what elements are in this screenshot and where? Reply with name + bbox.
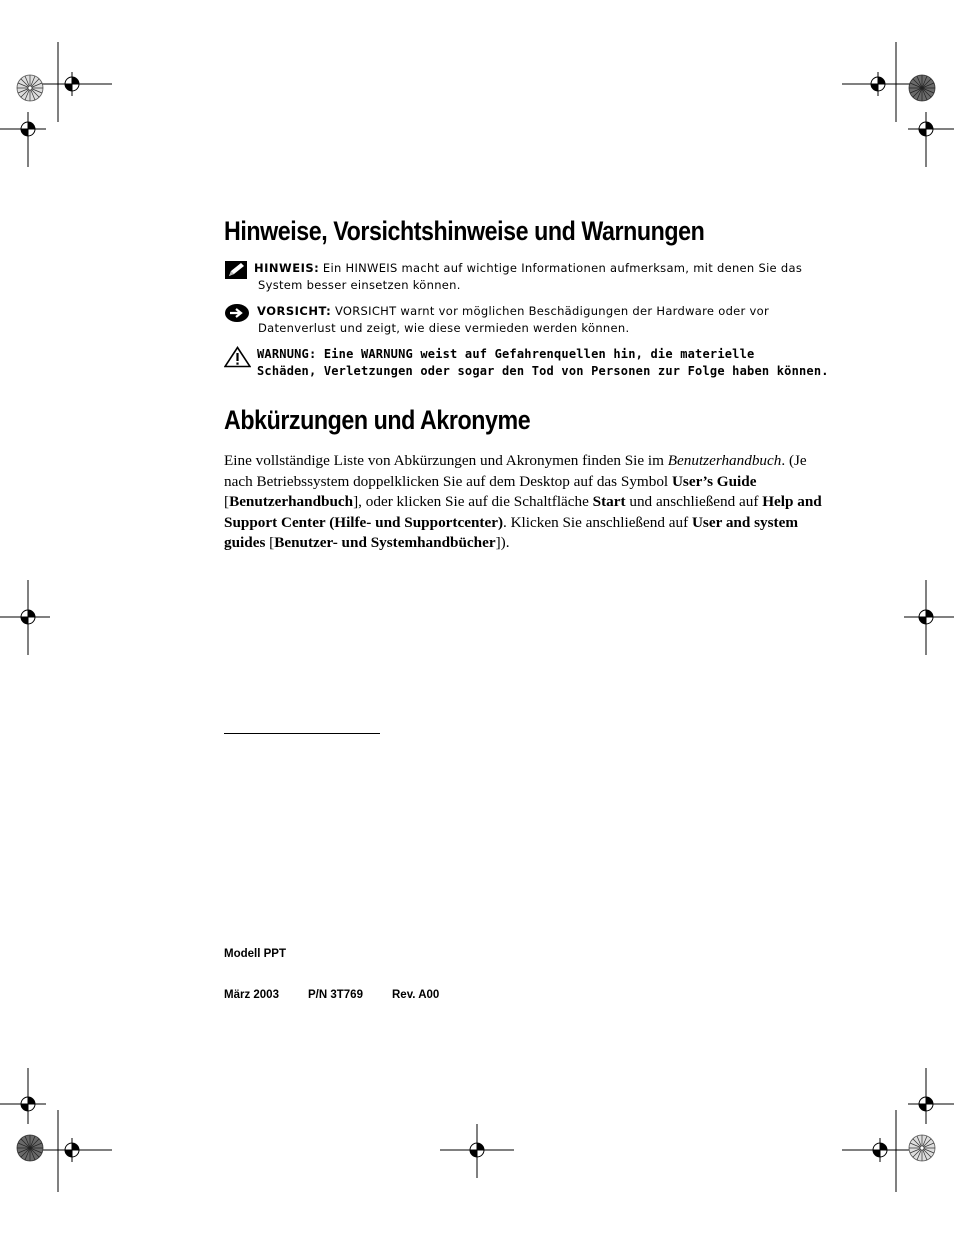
- help-support-center-label: Help and Support Center (Hilfe- und Supportcenter): [224, 493, 822, 531]
- bracket-open-1: [: [224, 493, 230, 510]
- bracket-open-2: [: [265, 534, 275, 551]
- users-guide-label: User’s Guide: [671, 472, 757, 490]
- section-title-abbreviations: Abkürzungen und Akronyme: [224, 405, 531, 435]
- vorsicht-label: VORSICHT:: [257, 304, 332, 318]
- paragraph-close: ]).: [495, 534, 510, 551]
- hinweis-text-continued: System besser einsetzen können.: [258, 278, 461, 292]
- note-warnung: [224, 346, 844, 380]
- abbreviations-paragraph: [224, 451, 824, 554]
- warnung-line-2: Schäden, Verletzungen oder sogar den Tod von Personen zur Folge haben können.: [257, 364, 829, 378]
- start-label: Start: [592, 493, 626, 510]
- publication-date: März 2003: [224, 989, 279, 1001]
- paragraph-text-2: . (Je nach Betriebssystem doppelklicken Sie auf dem Desktop auf das Symbol: [224, 452, 807, 490]
- part-number: P/N 3T769: [308, 989, 363, 1001]
- caution-hand-icon: [224, 303, 250, 323]
- paragraph-text-4: und anschließend auf: [625, 493, 763, 510]
- revision: Rev. A00: [392, 989, 440, 1001]
- vorsicht-text: VORSICHT warnt vor möglichen Beschädigungen der Hardware oder vor: [334, 304, 770, 318]
- footnote-divider: [224, 733, 380, 734]
- note-hinweis: [224, 260, 824, 294]
- warnung-line-1: WARNUNG: Eine WARNUNG weist auf Gefahrenquellen hin, die materielle: [257, 347, 755, 361]
- benutzerhandbuch-label: Benutzerhandbuch: [229, 493, 354, 510]
- hinweis-text: Ein HINWEIS macht auf wichtige Informationen aufmerksam, mit denen Sie das: [322, 261, 803, 275]
- paragraph-text-3: ], oder klicken Sie auf die Schaltfläche: [353, 493, 593, 510]
- paragraph-text-5: . Klicken Sie anschließend auf: [503, 513, 692, 531]
- hinweis-label: HINWEIS:: [254, 261, 320, 275]
- warning-triangle-icon: [224, 346, 251, 368]
- note-vorsicht: [224, 303, 824, 337]
- publication-info: [224, 989, 439, 1001]
- model-label: Modell PPT: [224, 948, 286, 960]
- user-system-guides-label: User and system guides: [224, 513, 798, 551]
- vorsicht-text-continued: Datenverlust und zeigt, wie diese vermieden werden können.: [258, 321, 630, 335]
- section-title-notices: Hinweise, Vorsichtshinweise und Warnungen: [224, 216, 705, 246]
- paragraph-text-1: Eine vollständige Liste von Abkürzungen und Akronymen finden Sie im: [224, 452, 668, 469]
- systemhandbuecher-label: Benutzer- und Systemhandbücher: [274, 534, 496, 551]
- pencil-note-icon: [224, 260, 248, 280]
- benutzerhandbuch-italic: Benutzerhandbuch: [667, 452, 782, 469]
